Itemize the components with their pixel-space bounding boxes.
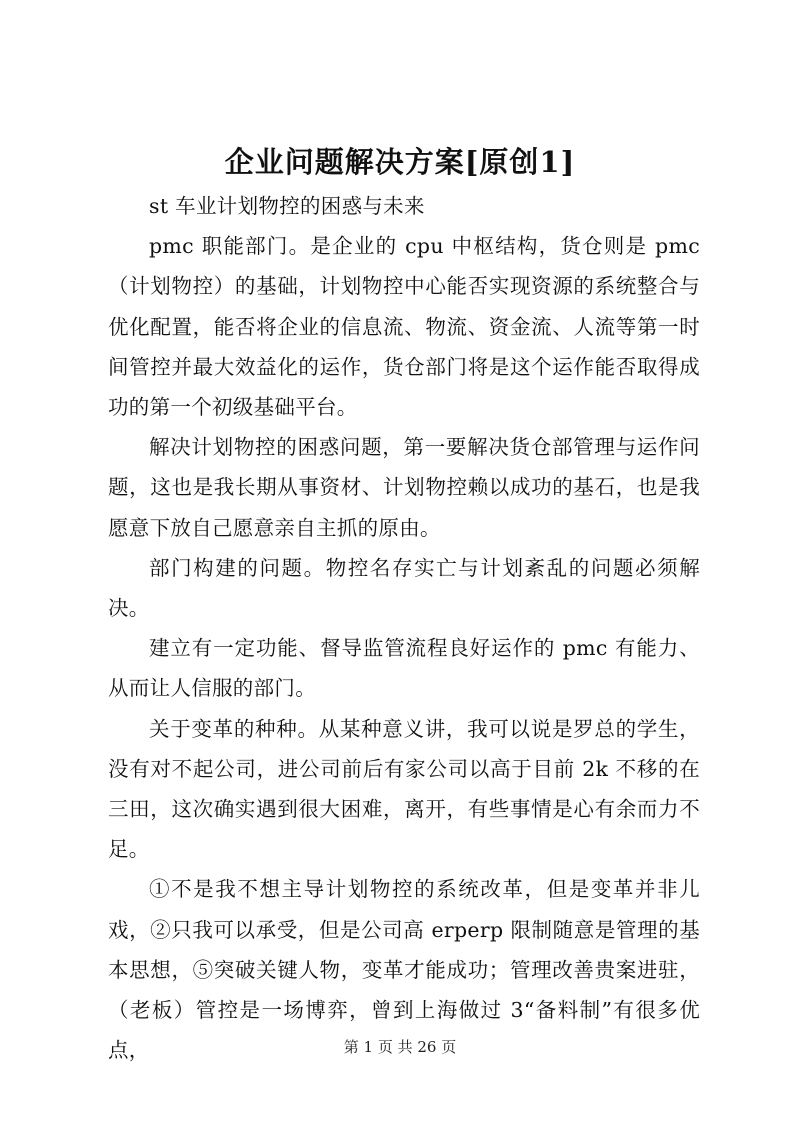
paragraph-reform-points: ①不是我不想主导计划物控的系统改革，但是变革并非儿戏，②只我可以承受，但是公司高 erperp 限制随意是管理的基本思想，⑤突破关键人物，变革才能成功；管理改善贵案进驻，（老板）管控是一场博弈，曾到上海做过 3“备料制”有很多优点， bbox=[108, 877, 700, 1063]
paragraph-subtitle: st 车业计划物控的困惑与未来 bbox=[149, 194, 425, 218]
document-body bbox=[108, 186, 700, 1070]
paragraph-pmc-role: pmc 职能部门。是企业的 cpu 中枢结构，货仓则是 pmc（计划物控）的基础，计划物控中心能否实现资源的系统整合与优化配置，能否将企业的信息流、物流、资金流、人流等第一时间管控并最大效益化的运作，货仓部门将是这个运作能否取得成功的第一个初级基础平台。 bbox=[108, 234, 700, 420]
paragraph-build-pmc: 建立有一定功能、督导监管流程良好运作的 pmc 有能力、从而让人信服的部门。 bbox=[108, 636, 700, 701]
paragraph-about-reform: 关于变革的种种。从某种意义讲，我可以说是罗总的学生，没有对不起公司，进公司前后有家公司以高于目前 2k 不移的在三田，这次确实遇到很大困难，离开，有些事情是心有余而力不足。 bbox=[108, 716, 700, 862]
paragraph-warehouse-problem: 解决计划物控的困惑问题，第一要解决货仓部管理与运作问题，这也是我长期从事资材、计划物控赖以成功的基石，也是我愿意下放自己愿意亲自主抓的原由。 bbox=[108, 435, 700, 540]
page-number-footer: 第 1 页 共 26 页 bbox=[343, 1038, 457, 1056]
document-title: 企业问题解决方案[原创1] bbox=[224, 145, 576, 179]
paragraph-department-structure: 部门构建的问题。物控名存实亡与计划紊乱的问题必须解决。 bbox=[108, 555, 700, 621]
